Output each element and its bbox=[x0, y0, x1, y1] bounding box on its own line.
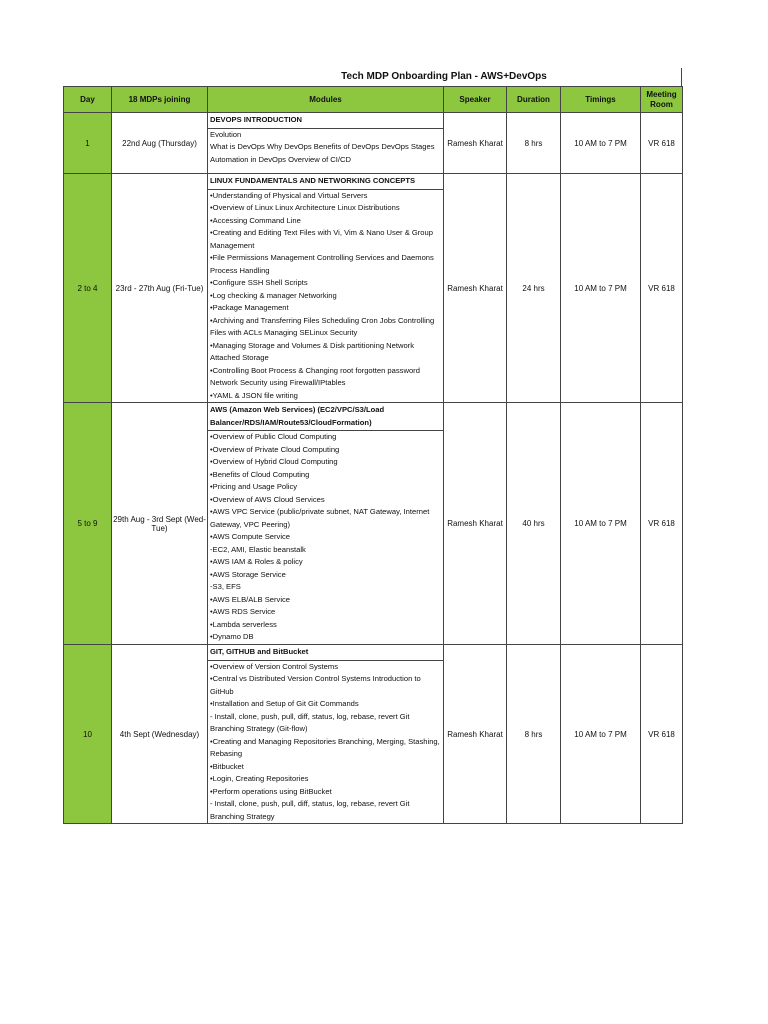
duration-cell: 24 hrs bbox=[507, 174, 561, 403]
sheet-title: Tech MDP Onboarding Plan - AWS+DevOps bbox=[207, 68, 682, 86]
module-item: •Lambda serverless bbox=[210, 619, 277, 629]
timings-cell: 10 AM to 7 PM bbox=[561, 645, 641, 824]
modules-cell bbox=[208, 403, 444, 645]
duration-cell: 8 hrs bbox=[507, 113, 561, 174]
duration-cell: 8 hrs bbox=[507, 645, 561, 824]
day-cell: 1 bbox=[64, 113, 112, 174]
module-item: •Understanding of Physical and Virtual Servers bbox=[210, 190, 368, 200]
col-speaker-header: Speaker bbox=[444, 87, 507, 113]
modules-cell bbox=[208, 174, 444, 403]
table-row bbox=[64, 645, 683, 824]
speaker-cell: Ramesh Kharat bbox=[444, 645, 507, 824]
modules-cell bbox=[208, 113, 444, 174]
duration-cell: 40 hrs bbox=[507, 403, 561, 645]
module-item: •Package Management bbox=[210, 303, 289, 312]
room-cell: VR 618 bbox=[641, 403, 683, 645]
module-title: LINUX FUNDAMENTALS AND NETWORKING CONCEPTS bbox=[208, 174, 443, 190]
modules-cell bbox=[208, 645, 444, 824]
module-item: -S3, EFS bbox=[210, 582, 241, 591]
module-title: GIT, GITHUB and BitBucket bbox=[208, 645, 443, 661]
module-item: - Install, clone, push, pull, diff, status, log, rebase, revert Git Branching Strategy (Git-flow) bbox=[210, 711, 410, 733]
day-cell: 10 bbox=[64, 645, 112, 824]
speaker-cell: Ramesh Kharat bbox=[444, 113, 507, 174]
module-item: •Overview of AWS Cloud Services bbox=[210, 494, 325, 504]
speaker-cell: Ramesh Kharat bbox=[444, 174, 507, 403]
module-item: •Installation and Setup of Git Git Commands bbox=[210, 699, 359, 708]
table-row bbox=[64, 113, 683, 174]
col-timings-header: Timings bbox=[561, 87, 641, 113]
col-day-header: Day bbox=[64, 87, 112, 113]
timings-cell: 10 AM to 7 PM bbox=[561, 403, 641, 645]
module-item: •Overview of Private Cloud Computing bbox=[210, 444, 340, 454]
room-cell: VR 618 bbox=[641, 113, 683, 174]
joining-cell: 4th Sept (Wednesday) bbox=[112, 645, 208, 824]
col-joining-header: 18 MDPs joining bbox=[112, 87, 208, 113]
col-modules-header: Modules bbox=[208, 87, 444, 113]
header-row bbox=[64, 87, 683, 113]
onboarding-table bbox=[63, 86, 683, 824]
module-item: -EC2, AMI, Elastic beanstalk bbox=[210, 544, 306, 554]
col-room-header: Meeting Room bbox=[641, 87, 683, 113]
module-item: •Dynamo DB bbox=[210, 632, 254, 641]
table-row bbox=[64, 174, 683, 403]
module-item: •Archiving and Transferring Files Scheduling Cron Jobs Controlling Files with ACLs Managing SELinux Security bbox=[210, 315, 435, 337]
module-items bbox=[208, 661, 443, 824]
room-cell: VR 618 bbox=[641, 174, 683, 403]
timings-cell: 10 AM to 7 PM bbox=[561, 174, 641, 403]
module-item: •YAML & JSON file writing bbox=[210, 390, 298, 400]
module-item: •File Permissions Management Controlling Services and Daemons Process Handling bbox=[210, 253, 434, 275]
day-cell: 5 to 9 bbox=[64, 403, 112, 645]
module-item: •Creating and Managing Repositories Branching, Merging, Stashing, Rebasing bbox=[210, 736, 440, 758]
module-item: - Install, clone, push, pull, diff, status, log, rebase, revert Git Branching Strategy bbox=[210, 799, 410, 821]
module-item: •Central vs Distributed Version Control Systems Introduction to GitHub bbox=[210, 674, 421, 696]
module-item: •Accessing Command Line bbox=[210, 215, 301, 225]
joining-cell: 29th Aug - 3rd Sept (Wed-Tue) bbox=[112, 403, 208, 645]
module-items bbox=[208, 431, 443, 644]
module-item: •Perform operations using BitBucket bbox=[210, 786, 332, 796]
module-items bbox=[208, 129, 443, 167]
timings-cell: 10 AM to 7 PM bbox=[561, 113, 641, 174]
module-item: What is DevOps Why DevOps Benefits of DevOps DevOps Stages Automation in DevOps Overview of CI/CD bbox=[210, 142, 435, 164]
module-item: •Managing Storage and Volumes & Disk partitioning Network Attached Storage bbox=[210, 340, 415, 362]
module-items bbox=[208, 190, 443, 403]
module-item: •Log checking & manager Networking bbox=[210, 290, 337, 300]
table-row bbox=[64, 403, 683, 645]
module-item: •AWS RDS Service bbox=[210, 607, 276, 616]
module-item: •AWS ELB/ALB Service bbox=[210, 594, 291, 604]
module-item: •AWS Compute Service bbox=[210, 532, 291, 541]
module-item: Evolution bbox=[210, 129, 242, 139]
module-item: •AWS Storage Service bbox=[210, 569, 286, 579]
onboarding-sheet bbox=[63, 68, 682, 824]
module-item: •Bitbucket bbox=[210, 761, 244, 771]
module-item: •Overview of Hybrid Cloud Computing bbox=[210, 457, 338, 466]
day-cell: 2 to 4 bbox=[64, 174, 112, 403]
module-item: •AWS IAM & Roles & policy bbox=[210, 557, 303, 566]
module-item: •Pricing and Usage Policy bbox=[210, 482, 298, 491]
module-item: •Benefits of Cloud Computing bbox=[210, 469, 310, 479]
module-item: •Overview of Public Cloud Computing bbox=[210, 432, 337, 441]
joining-cell: 23rd - 27th Aug (Fri-Tue) bbox=[112, 174, 208, 403]
module-title: AWS (Amazon Web Services) (EC2/VPC/S3/Load Balancer/RDS/IAM/Route53/CloudFormation) bbox=[208, 403, 443, 431]
room-cell: VR 618 bbox=[641, 645, 683, 824]
module-item: •Login, Creating Repositories bbox=[210, 774, 309, 783]
col-duration-header: Duration bbox=[507, 87, 561, 113]
speaker-cell: Ramesh Kharat bbox=[444, 403, 507, 645]
module-item: •AWS VPC Service (public/private subnet, NAT Gateway, Internet Gateway, VPC Peering) bbox=[210, 507, 430, 529]
module-item: •Creating and Editing Text Files with Vi, Vim & Nano User & Group Management bbox=[210, 228, 433, 250]
module-item: •Overview of Version Control Systems bbox=[210, 661, 338, 671]
module-item: •Configure SSH Shell Scripts bbox=[210, 278, 308, 287]
joining-cell: 22nd Aug (Thursday) bbox=[112, 113, 208, 174]
module-item: •Overview of Linux Linux Architecture Linux Distributions bbox=[210, 203, 400, 212]
module-title: DEVOPS INTRODUCTION bbox=[208, 113, 443, 129]
module-item: •Controlling Boot Process & Changing root forgotten password Network Security using Firewall/IPtables bbox=[210, 365, 420, 387]
